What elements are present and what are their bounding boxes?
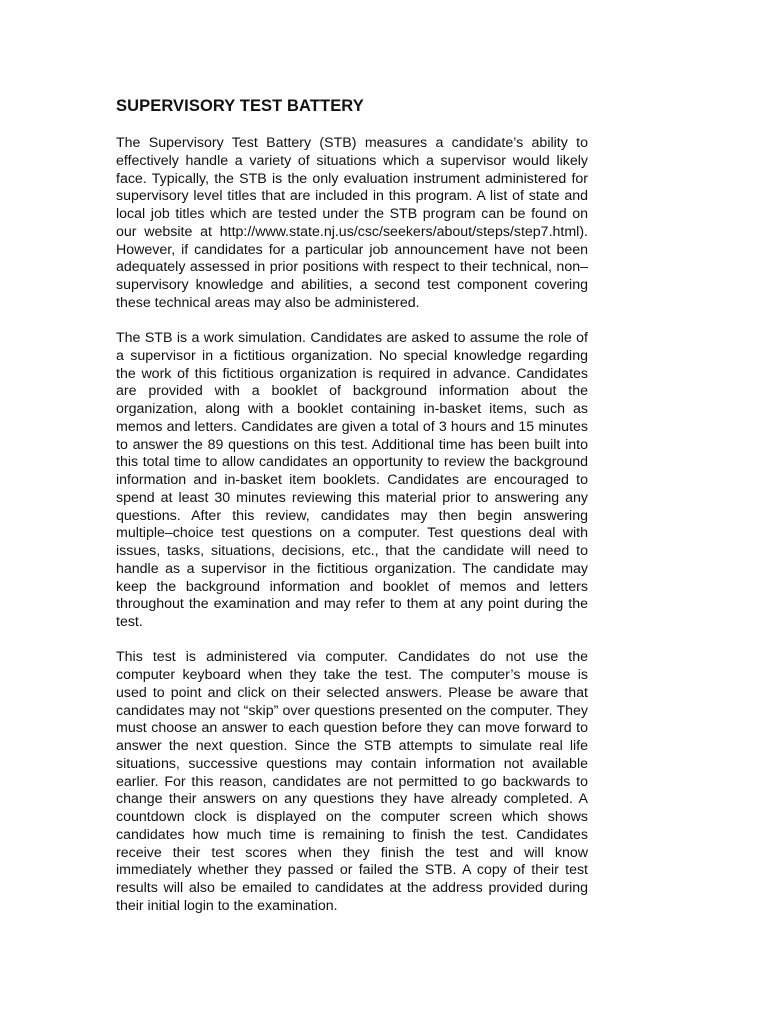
- paragraph-computer-administration: This test is administered via computer. Candidates do not use the computer keyboard when they take the test. The computer’s mouse is used to point and click on their selected answers. Please be aware that candidates may not “skip” over questions presented on the computer. They must choose an answer to each question before they can move forward to answer the next question. Since the STB attempts to simulate real life situations, successive questions may contain information not available earlier. For this reason, candidates are not permitted to go backwards to change their answers on any questions they have already completed. A countdown clock is displayed on the computer screen which shows candidates how much time is remaining to finish the test. Candidates receive their test scores when they finish the test and will know immediately whether they passed or failed the STB. A copy of their test results will also be emailed to candidates at the address provided during their initial login to the examination.: [116, 649, 588, 914]
- document-heading: SUPERVISORY TEST BATTERY: [116, 97, 364, 115]
- paragraph-stb-overview: The Supervisory Test Battery (STB) measures a candidate’s ability to effectively handle a variety of situations which a supervisor would likely face. Typically, the STB is the only evaluation instrument administered for supervisory level titles that are included in this program. A list of state and local job titles which are tested under the STB program can be found on our website at http://www.state.nj.us/csc/seekers/about/steps/step7.html). However, if candidates for a particular job announcement have not been adequately assessed in prior positions with respect to their technical, non–supervisory knowledge and abilities, a second test component covering these technical areas may also be administered.: [116, 135, 588, 311]
- paragraph-work-simulation: The STB is a work simulation. Candidates are asked to assume the role of a supervisor in a fictitious organization. No special knowledge regarding the work of this fictitious organization is required in advance. Candidates are provided with a booklet of background information about the organization, along with a booklet containing in-basket items, such as memos and letters. Candidates are given a total of 3 hours and 15 minutes to answer the 89 questions on this test. Additional time has been built into this total time to allow candidates an opportunity to review the background information and in-basket item booklets. Candidates are encouraged to spend at least 30 minutes reviewing this material prior to answering any questions. After this review, candidates may then begin answering multiple–choice test questions on a computer. Test questions deal with issues, tasks, situations, decisions, etc., that the candidate will need to handle as a supervisor in the fictitious organization. The candidate may keep the background information and booklet of memos and letters throughout the examination and may refer to them at any point during the test.: [116, 330, 588, 630]
- document-page: [116, 96, 588, 933]
